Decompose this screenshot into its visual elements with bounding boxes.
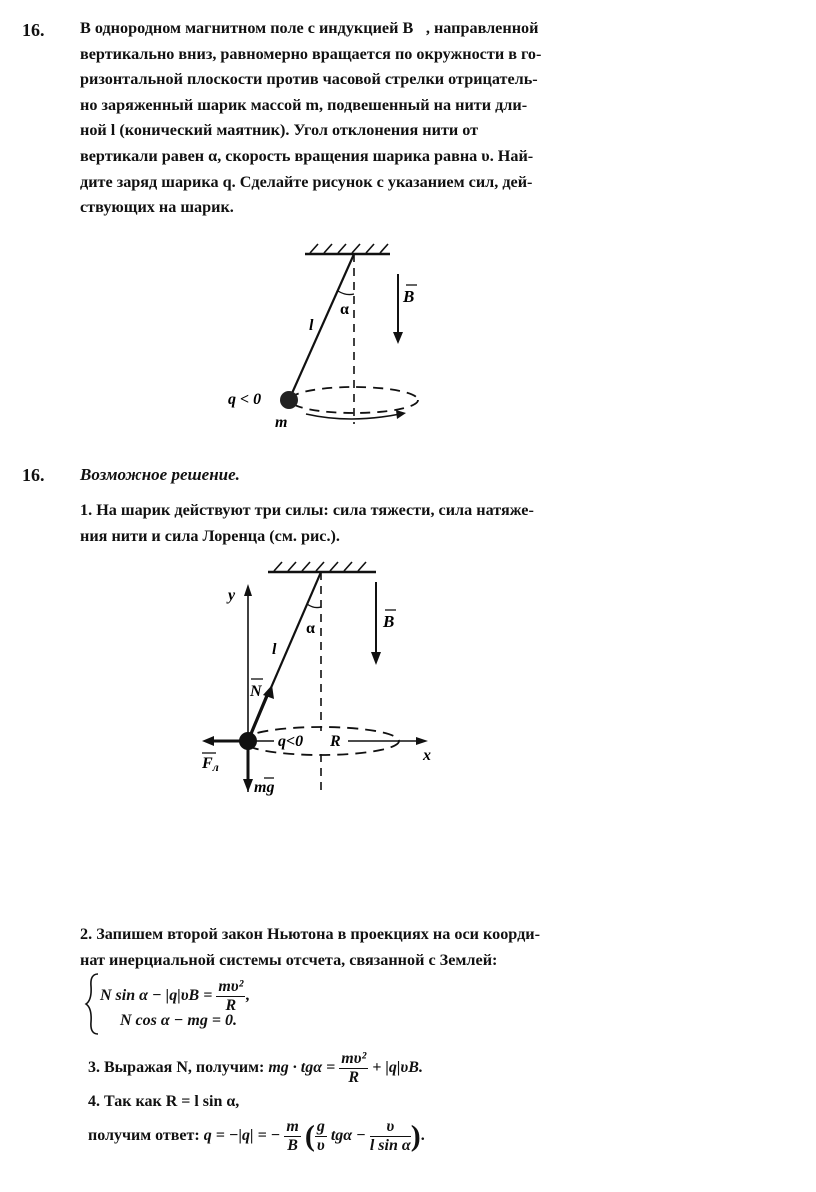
- figure-forces: [190, 560, 450, 805]
- solution-title: Возможное решение.: [80, 465, 240, 484]
- equation-1: N sin α − |q|υB = $\frac{\text{mυ²}}{R}$ ,: [100, 978, 250, 1014]
- step2-line: нат инерциальной системы отсчета, связанной с Землей:: [80, 950, 498, 969]
- n-label: N: [250, 683, 262, 700]
- r-label: R: [330, 733, 341, 750]
- problem-line: но заряженный шарик массой m, подвешенный на нити дли-: [80, 95, 528, 114]
- answer: получим ответ: q = −|q| = − $\frac{m}{B}$ ( $\frac{g}{\upsilon}$ tgα − $\frac{\upsilon}{\text{l sin α}}$ ).: [88, 1118, 425, 1154]
- step1-line: 1. На шарик действуют три силы: сила тяжести, сила натяже-: [80, 501, 534, 519]
- step2: [80, 922, 572, 973]
- figure-conical-pendulum: [200, 238, 460, 438]
- problem-line: В однородном магнитном поле с индукцией B⃗, направленной: [80, 19, 539, 37]
- problem-line: ризонтальной плоскости против часовой стрелки отрицатель-: [80, 70, 538, 89]
- y-label: y: [228, 587, 236, 604]
- ball: [280, 391, 298, 409]
- problem-line: ной l (конический маятник). Угол отклонения нити от: [80, 121, 479, 140]
- problem-line: ствующих на шарик.: [80, 198, 234, 217]
- b-label: B: [383, 612, 395, 631]
- problem-line: дите заряд шарика q. Сделайте рисунок с указанием сил, дей-: [80, 172, 533, 191]
- alpha-label: α: [340, 301, 349, 318]
- ceiling-hatch: [274, 562, 366, 571]
- mg-label: mg: [254, 779, 275, 796]
- x-axis-arrow: [416, 737, 428, 745]
- fraction: $\frac{m}{B}$: [286, 1118, 299, 1154]
- charge-label: q<0: [278, 733, 304, 750]
- step4: 4. Так как R = l sin α,: [88, 1093, 240, 1110]
- rotation-arrowhead: [396, 410, 406, 419]
- solution-number: 16.: [22, 465, 45, 485]
- string: [289, 254, 354, 400]
- mass-label: m: [275, 414, 288, 431]
- step2-line: 2. Запишем второй закон Ньютона в проекциях на оси коорди-: [80, 925, 541, 943]
- fraction: $\frac{\upsilon}{\text{l sin α}}$: [369, 1118, 411, 1154]
- rotation-arrow: [306, 414, 400, 419]
- fraction: $\frac{\text{mυ²}}{R}$: [341, 1050, 367, 1086]
- b-arrow-head: [393, 332, 403, 344]
- step1-line: ния нити и сила Лоренца (см. рис.).: [80, 526, 340, 545]
- problem-number: 16.: [22, 20, 45, 40]
- equation-brace: [84, 972, 100, 1036]
- step3: 3. Выражая N, получим: mg · tgα = $\frac{\text{mυ²}}{R}$ + |q|υB.: [88, 1050, 423, 1086]
- problem-line: вертикали равен α, скорость вращения шарика равна υ. Най-: [80, 146, 534, 165]
- lorentz-label: Fл: [202, 755, 219, 774]
- angle-arc: [307, 604, 321, 608]
- fraction: $\frac{g}{\upsilon}$: [316, 1118, 325, 1154]
- b-label: B: [403, 287, 415, 306]
- problem-line: вертикально вниз, равномерно вращается по окружности в го-: [80, 44, 542, 63]
- length-label: l: [309, 317, 314, 334]
- equation-2: N cos α − mg = 0.: [120, 1012, 237, 1029]
- alpha-label: α: [306, 620, 315, 637]
- charge-label: q < 0: [228, 391, 262, 408]
- angle-arc: [338, 291, 354, 295]
- length-label: l: [272, 641, 277, 658]
- x-label: x: [423, 747, 431, 764]
- problem-text: [80, 16, 572, 221]
- y-axis-arrow: [244, 584, 252, 596]
- step1: [80, 498, 572, 549]
- gravity-arrowhead: [243, 779, 253, 792]
- ceiling-hatch: [310, 244, 388, 253]
- b-arrow-head: [371, 652, 381, 665]
- fraction: $\frac{\text{mυ²}}{R}$: [218, 978, 244, 1014]
- ball: [239, 732, 257, 750]
- lorentz-arrowhead: [202, 736, 214, 746]
